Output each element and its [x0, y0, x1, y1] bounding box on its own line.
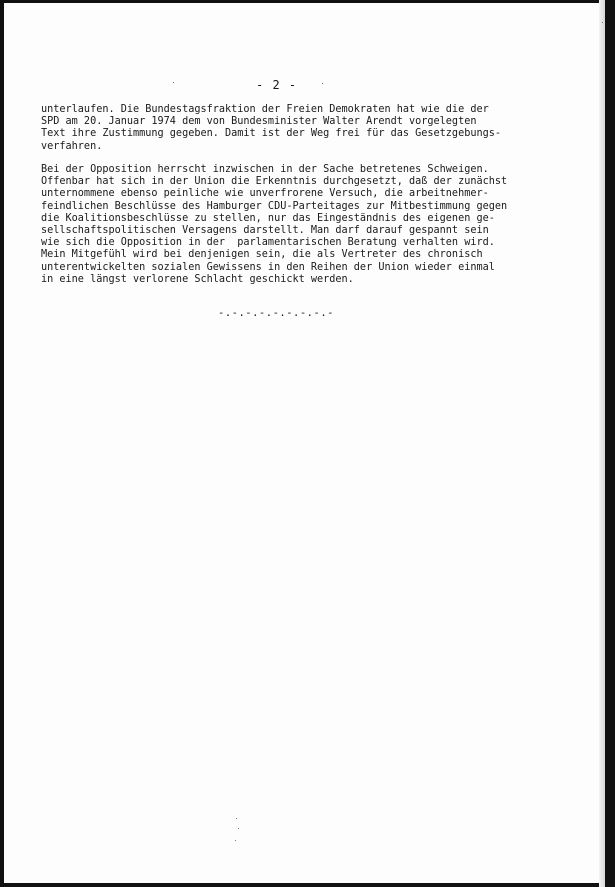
- scan-speck: [602, 22, 603, 23]
- paragraph-1: [41, 104, 601, 153]
- scan-speck: [238, 828, 239, 829]
- end-marker: -.-.-.-.-.-.-.-.-: [218, 307, 334, 319]
- text-line: Text ihre Zustimmung gegeben. Damit ist der Weg frei für das Gesetzgebungs-: [41, 128, 502, 140]
- text-line: wie sich die Opposition in der parlamentarischen Beratung verhalten wird.: [41, 237, 495, 249]
- scan-speck: [236, 818, 237, 819]
- scan-speck: [322, 83, 323, 84]
- text-line: Mein Mitgefühl wird bei denjenigen sein, die als Vertreter des chronisch: [41, 249, 483, 261]
- scan-speck: [235, 840, 236, 841]
- text-line: Bei der Opposition herrscht inzwischen in der Sache betretenes Schweigen.: [41, 164, 489, 175]
- text-line: verfahren.: [41, 140, 103, 152]
- page-number: - 2 -: [256, 78, 298, 92]
- text-line: sellschaftspolitischen Versagens darstellt. Man darf darauf gespannt sein: [41, 224, 489, 236]
- text-line: unterlaufen. Die Bundestagsfraktion der Freien Demokraten hat wie die der: [41, 104, 489, 115]
- text-line: feindlichen Beschlüsse des Hamburger CDU-Parteitages zur Mitbestimmung gegen: [41, 200, 508, 212]
- text-line: die Koalitionsbeschlüsse zu stellen, nur das Eingeständnis des eigenen ge-: [41, 212, 495, 224]
- text-line: SPD am 20. Januar 1974 dem von Bundesminister Walter Arendt vorgelegten: [41, 116, 477, 128]
- text-line: unterentwickelten sozialen Gewissens in den Reihen der Union wieder einmal: [41, 261, 495, 273]
- text-line: unternommene ebenso peinliche wie unverfrorene Versuch, die arbeitnehmer-: [41, 188, 489, 200]
- text-line: in eine längst verlorene Schlacht geschickt werden.: [41, 273, 354, 285]
- scan-speck: [173, 82, 174, 83]
- text-line: Offenbar hat sich in der Union die Erkenntnis durchgesetzt, daß der zunächst: [41, 176, 508, 188]
- paragraph-2: [41, 164, 601, 286]
